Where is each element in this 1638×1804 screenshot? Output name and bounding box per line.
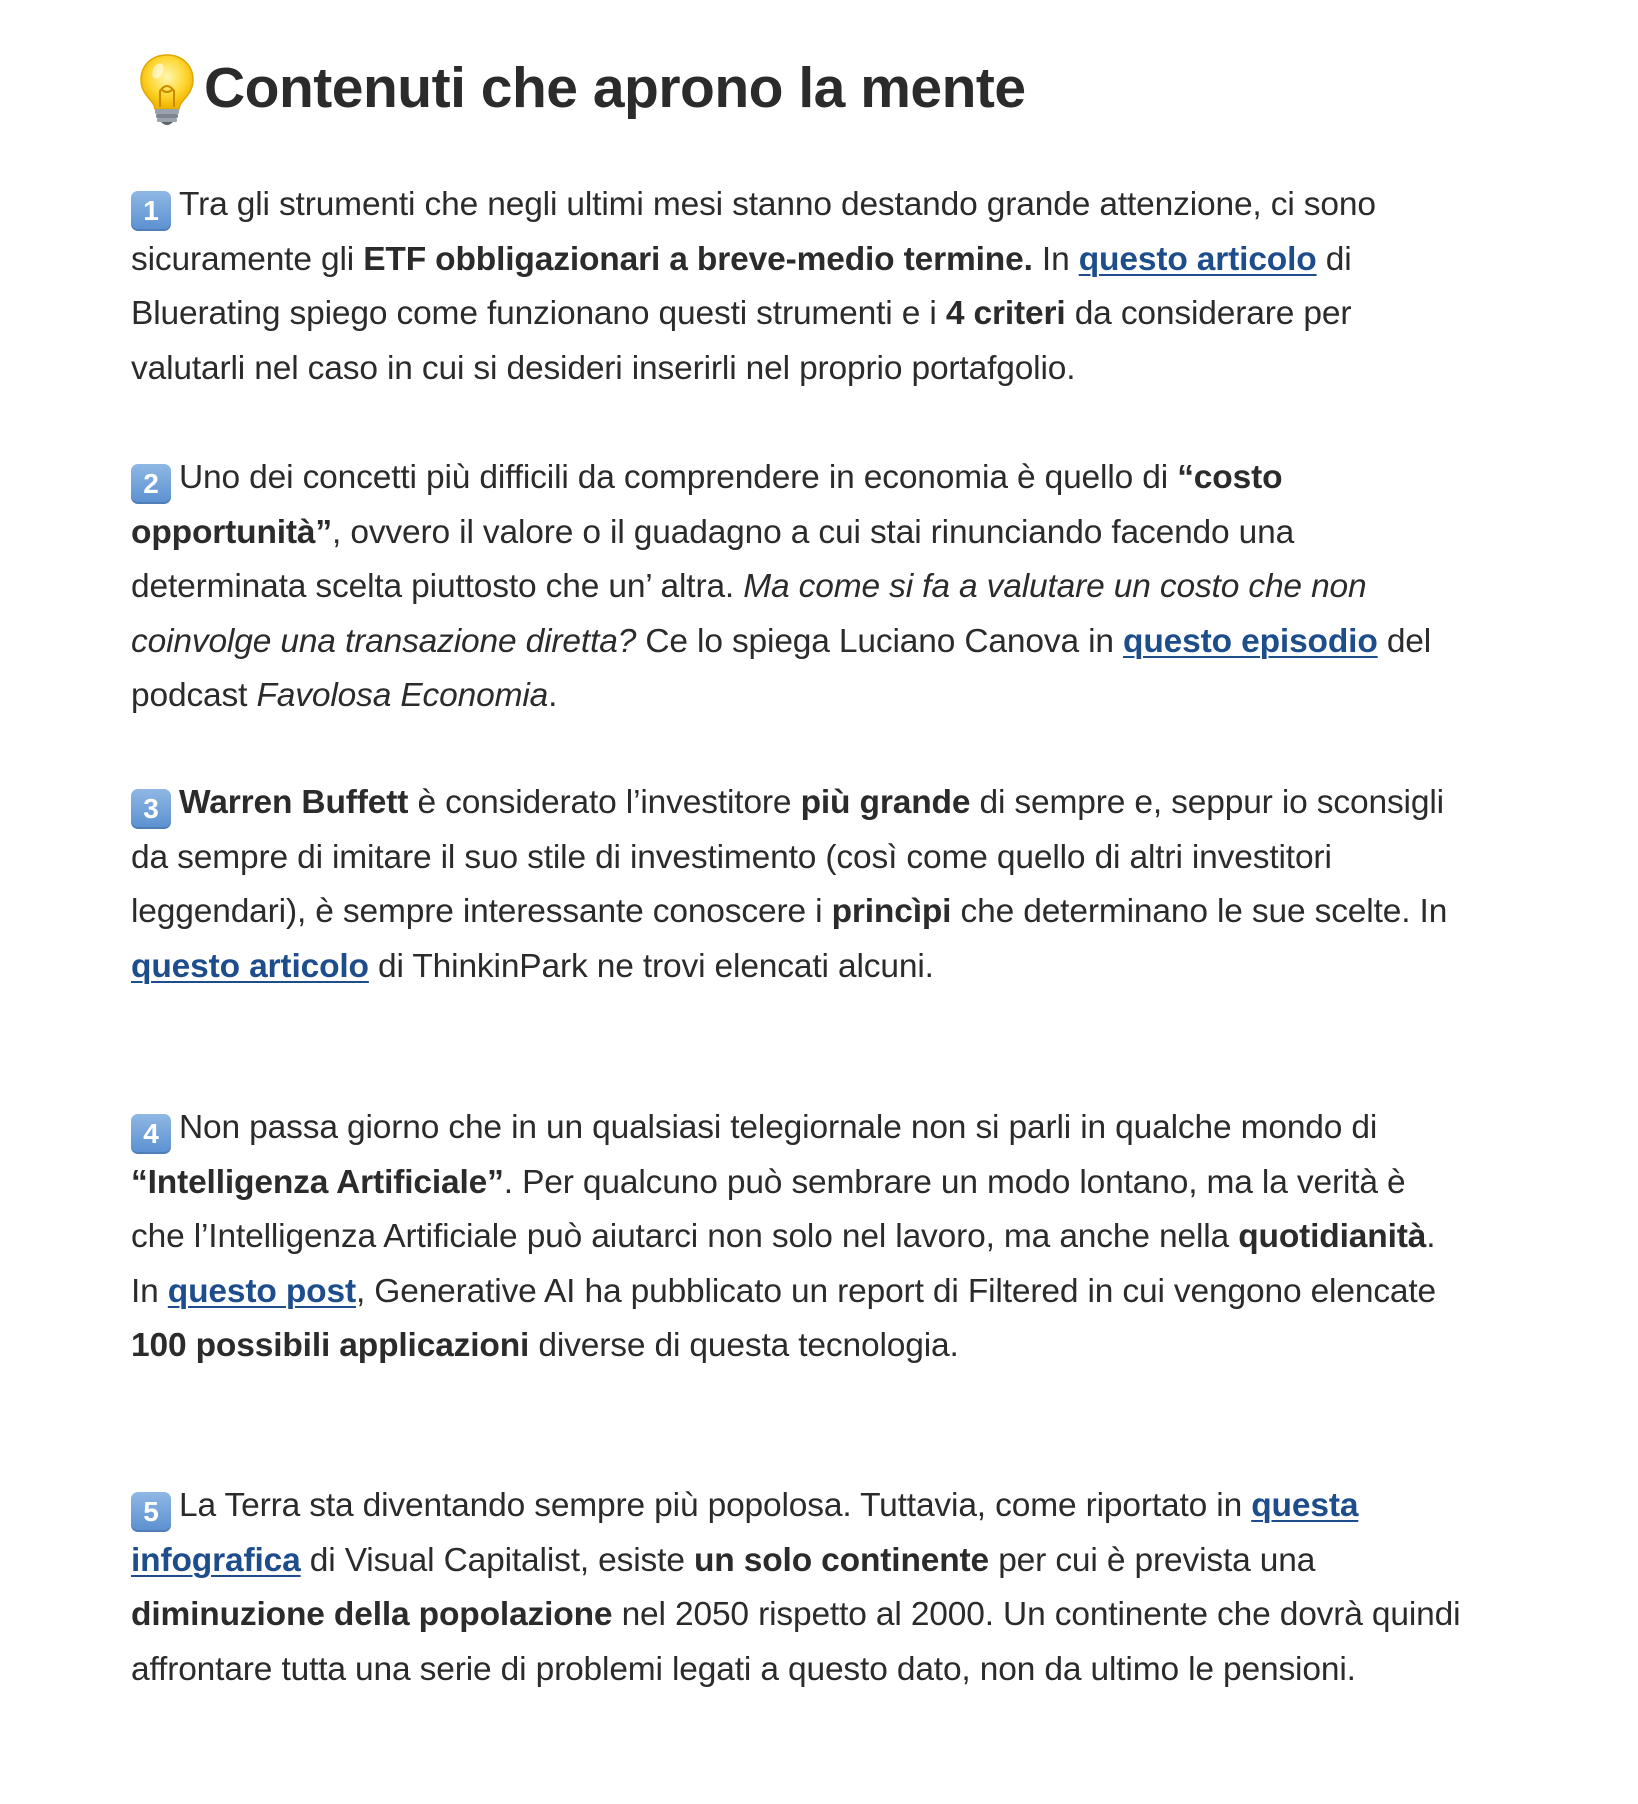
- item-text: diverse di questa tecnologia.: [529, 1327, 959, 1364]
- item-text: La Terra sta diventando sempre più popolosa. Tuttavia, come riportato in: [179, 1487, 1252, 1524]
- item-text: . In: [131, 1218, 1436, 1310]
- item-bold-text: più grande: [800, 784, 971, 821]
- infographic-link[interactable]: questa infografica: [131, 1487, 1359, 1579]
- section-title-text: Contenuti che aprono la mente: [204, 56, 1026, 120]
- item-text: Ce lo spiega Luciano Canova in: [636, 622, 1124, 660]
- keycap-number-icon: 3: [131, 789, 171, 829]
- item-bold-text: Warren Buffett: [179, 784, 409, 821]
- item-text: da considerare per valutarli nel caso in cui si desideri inserirli nel proprio portafgolio.: [131, 295, 1352, 387]
- item-text: del podcast: [131, 622, 1432, 714]
- lightbulb-icon: [134, 51, 200, 125]
- item-italic-text: Favolosa Economia: [256, 677, 549, 714]
- item-bold-text: quotidianità: [1238, 1218, 1427, 1255]
- article-link[interactable]: questo articolo: [131, 947, 369, 985]
- item-italic-text: Ma come si fa a valutare un costo che non coinvolge una transazione diretta?: [131, 568, 1367, 660]
- item-text: Non passa giorno che in un qualsiasi telegiornale non si parli in qualche mondo di: [179, 1109, 1378, 1146]
- item-text: , Generative AI ha pubblicato un report di Filtered in cui vengono elencate: [355, 1272, 1437, 1310]
- item-bold-text: “Intelligenza Artificiale”: [131, 1163, 504, 1201]
- list-item: [131, 451, 1461, 724]
- post-link[interactable]: questo post: [167, 1272, 356, 1310]
- list-item: [131, 178, 1461, 396]
- section-title: [134, 48, 1026, 128]
- item-text: Uno dei concetti più difficili da comprendere in economia è quello di: [179, 459, 1178, 496]
- item-text: di ThinkinPark ne trovi elencati alcuni.: [368, 947, 934, 985]
- keycap-number-icon: 4: [131, 1114, 171, 1154]
- item-bold-text: 100 possibili applicazioni: [131, 1327, 530, 1364]
- item-text: .: [548, 677, 558, 714]
- article-link[interactable]: questo articolo: [1078, 240, 1317, 278]
- item-text: è considerato l’investitore: [408, 784, 801, 821]
- item-bold-text: princìpi: [831, 893, 952, 930]
- item-text: In: [1032, 240, 1079, 278]
- item-text: Tra gli strumenti che negli ultimi mesi stanno destando grande attenzione, ci sono sicuramente gli: [131, 186, 1376, 278]
- item-text: di Bluerating spiego come funzionano questi strumenti e i: [131, 240, 1352, 332]
- item-bold-text: ETF obbligazionari a breve-medio termine.: [363, 240, 1033, 278]
- item-bold-text: “costo opportunità”: [131, 459, 1283, 551]
- list-item: [131, 1101, 1461, 1374]
- item-bold-text: un solo continente: [693, 1541, 990, 1579]
- item-text: di sempre e, seppur io sconsigli da sempre di imitare il suo stile di investimento (così come quello di altri investitori leggendari), è sempre interessante conoscere i: [131, 784, 1444, 930]
- item-bold-text: diminuzione della popolazione: [131, 1596, 613, 1633]
- item-text: che determinano le sue scelte. In: [951, 893, 1448, 930]
- item-text: . Per qualcuno può sembrare un modo lontano, ma la verità è che l’Intelligenza Artificiale può aiutarci non solo nel lavoro, ma anche nella: [131, 1163, 1406, 1255]
- item-bold-text: 4 criteri: [945, 295, 1066, 332]
- item-text: nel 2050 rispetto al 2000. Un continente che dovrà quindi affrontare tutta una serie di problemi legati a questo dato, non da ultimo le pensioni.: [131, 1596, 1461, 1688]
- podcast-episode-link[interactable]: questo episodio: [1123, 622, 1378, 660]
- item-text: per cui è prevista una: [989, 1541, 1316, 1579]
- list-item: [131, 776, 1461, 994]
- keycap-number-icon: 5: [131, 1492, 171, 1532]
- list-item: [131, 1479, 1461, 1697]
- item-text: , ovvero il valore o il guadagno a cui stai rinunciando facendo una determinata scelta piuttosto che un’ altra.: [131, 513, 1295, 605]
- item-text: di Visual Capitalist, esiste: [300, 1541, 694, 1579]
- keycap-number-icon: 1: [131, 191, 171, 231]
- keycap-number-icon: 2: [131, 464, 171, 504]
